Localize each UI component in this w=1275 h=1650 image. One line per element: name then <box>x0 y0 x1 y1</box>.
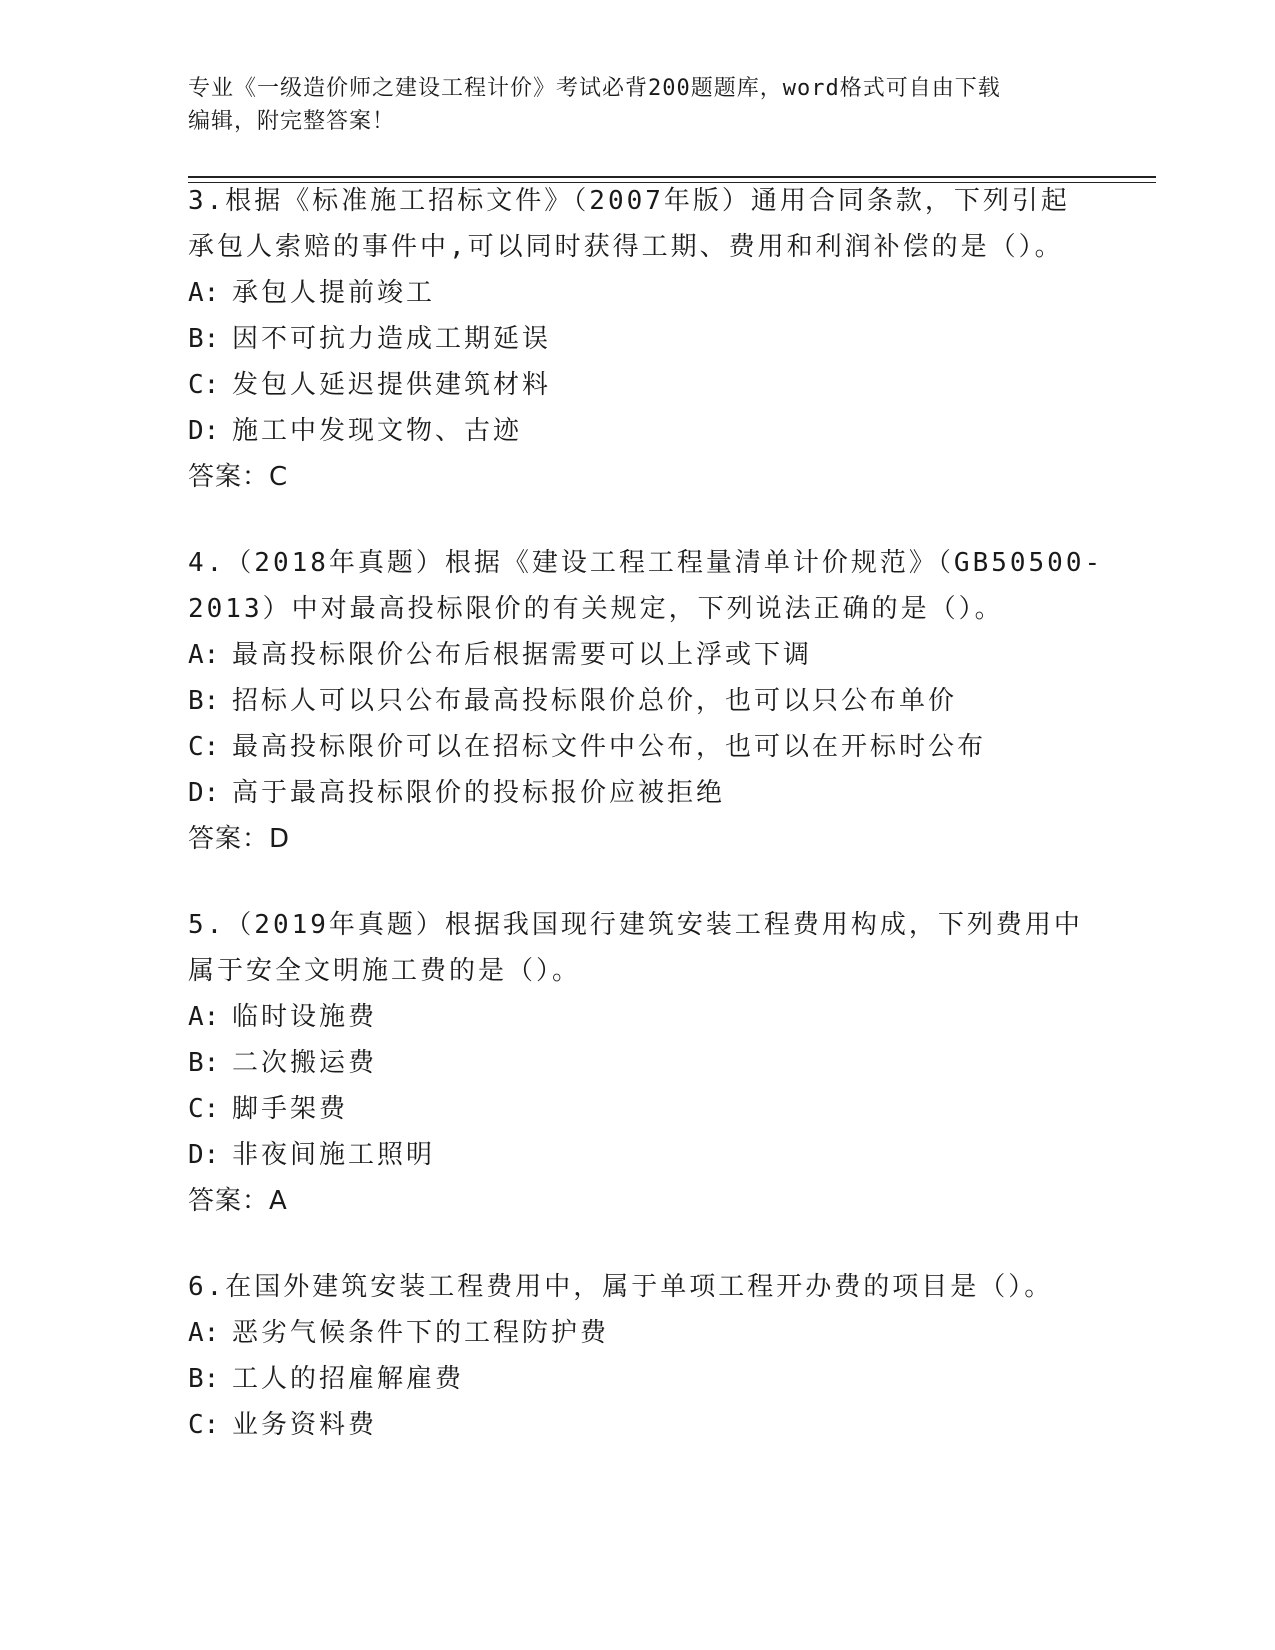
option-a <box>188 994 1088 1040</box>
header-line-1: 专业《一级造价师之建设工程计价》考试必背200题题库，word格式可自由下载 <box>188 76 1001 101</box>
option-key: C: <box>188 1094 220 1124</box>
option-text: 承包人提前竣工 <box>232 278 436 308</box>
option-text: 高于最高投标限价的投标报价应被拒绝 <box>232 778 726 808</box>
option-key: B: <box>188 1364 220 1394</box>
option-key: A: <box>188 640 220 670</box>
option-d <box>188 770 1088 816</box>
option-key: C: <box>188 370 220 400</box>
option-key: C: <box>188 1410 220 1440</box>
question-stem-line: 2013）中对最高投标限价的有关规定，下列说法正确的是（）。 <box>188 594 1004 624</box>
option-text: 招标人可以只公布最高投标限价总价，也可以只公布单价 <box>232 686 958 716</box>
option-b <box>188 678 1088 724</box>
option-a <box>188 1310 1088 1356</box>
document-header <box>188 72 1068 138</box>
option-a <box>188 270 1088 316</box>
option-text: 二次搬运费 <box>232 1048 378 1078</box>
option-c <box>188 724 1088 770</box>
question-4 <box>188 540 1104 862</box>
option-key: A: <box>188 1002 220 1032</box>
option-b <box>188 1356 1088 1402</box>
option-text: 非夜间施工照明 <box>232 1140 436 1170</box>
question-stem-line: 属于安全文明施工费的是（）。 <box>188 956 582 986</box>
option-text: 临时设施费 <box>232 1002 378 1032</box>
answer-line: 答案：A <box>188 1186 288 1216</box>
question-stem-line: 5.（2019年真题）根据我国现行建筑安装工程费用构成，下列费用中 <box>188 910 1083 940</box>
option-text: 业务资料费 <box>232 1410 378 1440</box>
option-text: 发包人延迟提供建筑材料 <box>232 370 552 400</box>
option-d <box>188 408 1088 454</box>
option-key: B: <box>188 686 220 716</box>
question-3 <box>188 178 1088 500</box>
option-d <box>188 1132 1088 1178</box>
option-key: D: <box>188 416 220 446</box>
option-c <box>188 1402 1088 1448</box>
option-key: D: <box>188 1140 220 1170</box>
option-c <box>188 362 1088 408</box>
question-stem-line: 承包人索赔的事件中,可以同时获得工期、费用和利润补偿的是（）。 <box>188 232 1064 262</box>
answer-line: 答案：D <box>188 824 291 854</box>
option-key: B: <box>188 1048 220 1078</box>
option-key: A: <box>188 1318 220 1348</box>
header-line-2: 编辑，附完整答案！ <box>188 109 396 134</box>
option-text: 工人的招雇解雇费 <box>232 1364 465 1394</box>
option-b <box>188 1040 1088 1086</box>
question-stem-line: 6.在国外建筑安装工程费用中，属于单项工程开办费的项目是（）。 <box>188 1272 1054 1302</box>
option-b <box>188 316 1088 362</box>
question-6 <box>188 1264 1088 1448</box>
option-key: C: <box>188 732 220 762</box>
option-text: 施工中发现文物、古迹 <box>232 416 523 446</box>
option-key: B: <box>188 324 220 354</box>
option-text: 最高投标限价公布后根据需要可以上浮或下调 <box>232 640 813 670</box>
option-text: 脚手架费 <box>232 1094 349 1124</box>
question-stem-line: 4.（2018年真题）根据《建设工程工程量清单计价规范》（GB50500- <box>188 548 1104 578</box>
answer-line: 答案：C <box>188 462 289 492</box>
option-key: A: <box>188 278 220 308</box>
option-a <box>188 632 1088 678</box>
question-5 <box>188 902 1088 1224</box>
option-c <box>188 1086 1088 1132</box>
option-text: 因不可抗力造成工期延误 <box>232 324 552 354</box>
option-key: D: <box>188 778 220 808</box>
question-stem-line: 3.根据《标准施工招标文件》（2007年版）通用合同条款，下列引起 <box>188 186 1070 216</box>
option-text: 最高投标限价可以在招标文件中公布，也可以在开标时公布 <box>232 732 987 762</box>
option-text: 恶劣气候条件下的工程防护费 <box>232 1318 610 1348</box>
